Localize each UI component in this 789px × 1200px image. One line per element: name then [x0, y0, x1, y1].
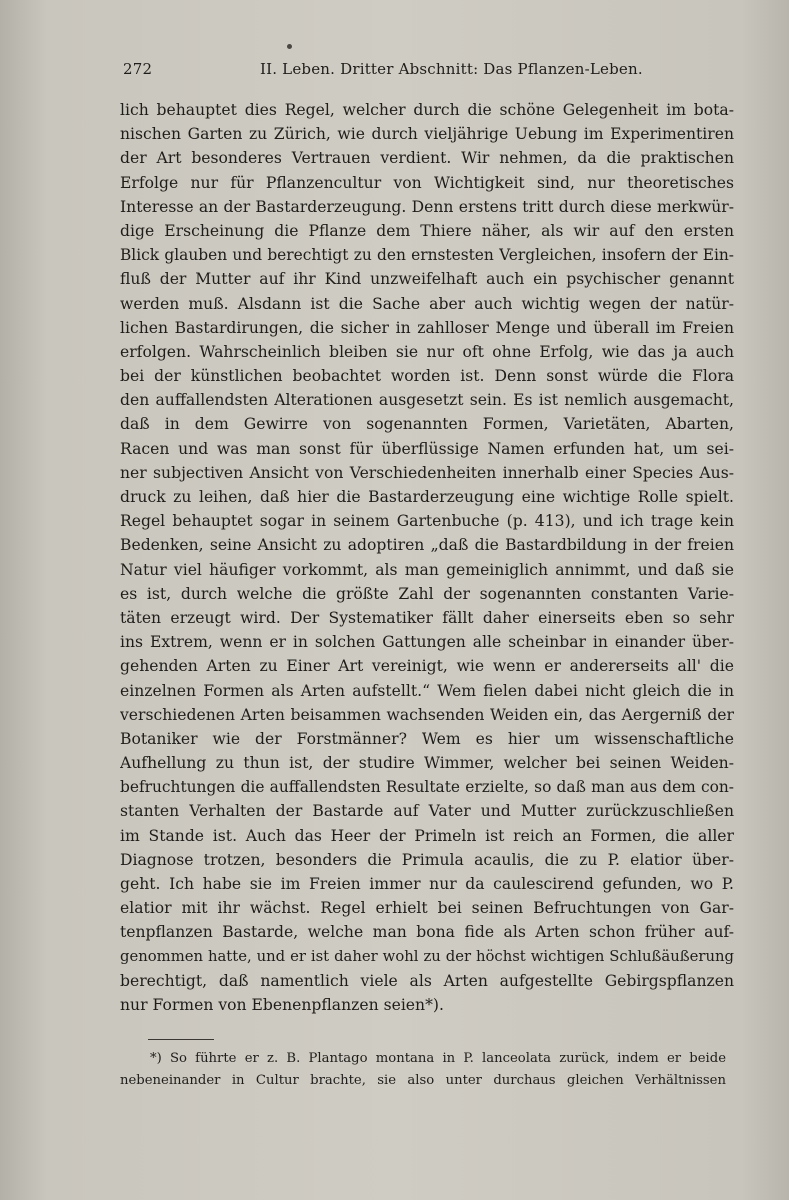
footnote-line: *) So führte er z. B. Plantago montana in P. lanceolata zurück, indem er beide: [150, 1051, 726, 1066]
footnote: [120, 1048, 726, 1092]
text-line: fluß der Mutter auf ihr Kind unzweifelhaft auch ein psychischer genannt: [120, 270, 734, 289]
text-line: der Art besonderes Vertrauen verdient. Wir nehmen, da die praktischen: [120, 149, 734, 168]
text-line: Regel behauptet sogar in seinem Gartenbuche (p. 413), und ich trage kein: [120, 512, 734, 531]
text-line: genommen hatte, und er ist daher wohl zu der höchst wichtigen Schlußäußerung: [120, 947, 734, 965]
page-header: [123, 60, 683, 84]
text-line: Diagnose trotzen, besonders die Primula acaulis, die zu P. elatior über-: [120, 850, 734, 869]
text-line: Botaniker wie der Forstmänner? Wem es hier um wissenschaftliche: [120, 729, 734, 748]
text-line: nischen Garten zu Zürich, wie durch vieljährige Uebung im Experimentiren: [120, 125, 734, 144]
text-line: bei der künstlichen beobachtet worden ist. Denn sonst würde die Flora: [120, 367, 734, 386]
text-line: Erfolge nur für Pflanzencultur von Wichtigkeit sind, nur theoretisches: [120, 173, 734, 192]
text-line: täten erzeugt wird. Der Systematiker fällt daher einerseits eben so sehr: [120, 608, 734, 627]
text-line: daß in dem Gewirre von sogenannten Formen, Varietäten, Abarten,: [120, 415, 734, 434]
text-line: Racen und was man sonst für überflüssige Namen erfunden hat, um sei-: [120, 439, 734, 458]
text-line: dige Erscheinung die Pflanze dem Thiere näher, als wir auf den ersten: [120, 221, 734, 240]
text-line: elatior mit ihr wächst. Regel erhielt bei seinen Befruchtungen von Gar-: [120, 899, 734, 918]
running-title: II. Leben. Dritter Abschnitt: Das Pflanzen-Leben.: [260, 60, 643, 78]
text-line: es ist, durch welche die größte Zahl der sogenannten constanten Varie-: [120, 584, 734, 603]
text-line: Aufhellung zu thun ist, der studire Wimmer, welcher bei seinen Weiden-: [120, 754, 734, 773]
text-line: Natur viel häufiger vorkommt, als man gemeiniglich annimmt, und daß sie: [120, 560, 734, 579]
text-line: ins Extrem, wenn er in solchen Gattungen alle scheinbar in einander über-: [120, 633, 734, 652]
ink-dot: [287, 44, 292, 49]
text-line: einzelnen Formen als Arten aufstellt.“ Wem fielen dabei nicht gleich die in: [120, 681, 734, 700]
text-line: tenpflanzen Bastarde, welche man bona fide als Arten schon früher auf-: [120, 923, 734, 942]
text-line: druck zu leihen, daß hier die Bastarderzeugung eine wichtige Rolle spielt.: [120, 488, 734, 506]
footnote-separator: [148, 1039, 214, 1040]
text-line: Bedenken, seine Ansicht zu adoptiren „daß die Bastardbildung in der freien: [120, 536, 734, 555]
text-line: im Stande ist. Auch das Heer der Primeln ist reich an Formen, die aller: [120, 826, 734, 845]
text-line: befruchtungen die auffallendsten Resultate erzielte, so daß man aus dem con-: [120, 778, 734, 797]
text-line: lichen Bastardirungen, die sicher in zahlloser Menge und überall im Freien: [120, 318, 734, 337]
text-line: ner subjectiven Ansicht von Verschiedenheiten innerhalb einer Species Aus-: [120, 463, 734, 482]
text-line: stanten Verhalten der Bastarde auf Vater und Mutter zurückzuschließen: [120, 802, 734, 821]
footnote-line: nebeneinander in Cultur brachte, sie also unter durchaus gleichen Verhältnissen: [120, 1073, 726, 1088]
text-line: den auffallendsten Alterationen ausgesetzt sein. Es ist nemlich ausgemacht,: [120, 391, 734, 410]
text-line: verschiedenen Arten beisammen wachsenden Weiden ein, das Aergerniß der: [120, 705, 734, 724]
page-number: 272: [123, 60, 153, 78]
text-line: werden muß. Alsdann ist die Sache aber auch wichtig wegen der natür-: [120, 294, 734, 313]
text-line: Blick glauben und berechtigt zu den ernstesten Vergleichen, insofern der Ein-: [120, 246, 734, 265]
text-line: berechtigt, daß namentlich viele als Arten aufgestellte Gebirgspflanzen: [120, 971, 734, 990]
text-line: Interesse an der Bastarderzeugung. Denn erstens tritt durch diese merkwür-: [120, 197, 734, 216]
text-line: lich behauptet dies Regel, welcher durch die schöne Gelegenheit im bota-: [120, 101, 734, 119]
text-line: geht. Ich habe sie im Freien immer nur da caulescirend gefunden, wo P.: [120, 875, 734, 893]
text-line: erfolgen. Wahrscheinlich bleiben sie nur oft ohne Erfolg, wie das ja auch: [120, 342, 734, 361]
text-line: nur Formen von Ebenenpflanzen seien*).: [120, 995, 444, 1014]
text-line: gehenden Arten zu Einer Art vereinigt, wie wenn er andererseits all' die: [120, 657, 734, 676]
body-text: [120, 98, 734, 1017]
